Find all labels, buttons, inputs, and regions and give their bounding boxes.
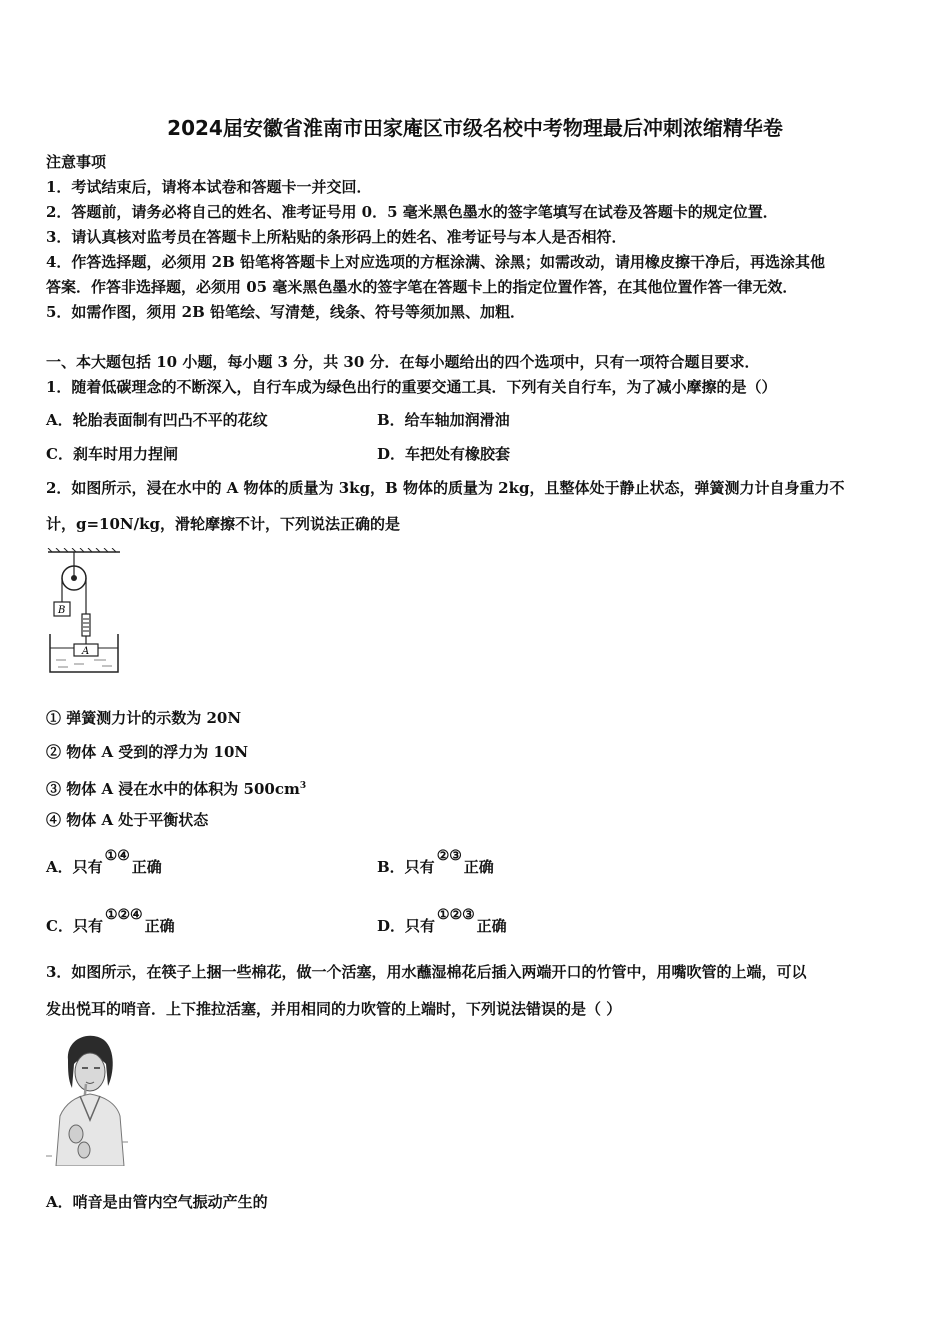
q3-stem-line1: 3．如图所示，在筷子上捆一些棉花，做一个活塞，用水蘸湿棉花后插入两端开口的竹管中，用嘴吹管的上端，可以 [46,963,807,981]
q2-statement-3 [46,776,306,799]
q2-option-c-prefix: C．只有 [46,917,103,935]
notice-item-4: 4．作答选择题，必须用 2B 铅笔将答题卡上对应选项的方框涂满、涂黑；如需改动，请用橡皮擦干净后，再选涂其他 [46,253,826,271]
q2-option-c-circled: ①②④ [104,907,143,923]
q2-option-d-circled: ①②③ [437,907,475,923]
q2-option-c-suffix: 正确 [144,917,175,935]
page-title: 2024届安徽省淮南市田家庵区市级名校中考物理最后冲刺浓缩精华卷 [167,116,783,140]
block-a-label: A [82,646,90,657]
q2-option-b [377,848,494,878]
notice-item-1: 1．考试结束后，请将本试卷和答题卡一并交回． [46,178,372,196]
q2-statement-1: ① 弹簧测力计的示数为 20N [46,709,242,727]
q2-statement-3-text: ③ 物体 A 浸在水中的体积为 500cm [46,780,300,798]
notice-item-3: 3．请认真核对监考员在答题卡上所粘贴的条形码上的姓名、准考证号与本人是否相符． [46,228,627,246]
notice-item-2: 2．答题前，请务必将自己的姓名、准考证号用 0．5 毫米黑色墨水的签字笔填写在试卷及答题卡的规定位置． [46,203,778,221]
q2-option-b-suffix: 正确 [463,858,494,876]
q2-option-a-suffix: 正确 [131,858,162,876]
q1-option-a: A．轮胎表面制有凹凸不平的花纹 [46,411,268,429]
q2-option-d [377,907,507,937]
notice-heading: 注意事项 [46,153,107,171]
q2-option-d-suffix: 正确 [476,917,507,935]
q2-stem-line1: 2．如图所示，浸在水中的 A 物体的质量为 3kg，B 物体的质量为 2kg，且整体处于静止状态，弹簧测力计自身重力不 [46,479,845,497]
q1-option-d: D．车把处有橡胶套 [377,445,511,463]
q2-option-a-circled: ①④ [104,848,130,864]
notice-item-4-cont: 答案．作答非选择题，必须用 05 毫米黑色墨水的签字笔在答题卡上的指定位置作答，在其他位置作答一律无效． [46,278,798,296]
q2-option-a [46,848,162,878]
q2-option-b-prefix: B．只有 [377,858,435,876]
q2-option-b-circled: ②③ [436,848,462,864]
pulley-figure [44,548,124,678]
q3-option-a: A．哨音是由管内空气振动产生的 [46,1193,268,1211]
q3-stem-line2: 发出悦耳的哨音．上下推拉活塞，并用相同的力吹管的上端时，下列说法错误的是（ ） [46,1000,622,1018]
q1-stem: 1．随着低碳理念的不断深入，自行车成为绿色出行的重要交通工具．下列有关自行车，为了减小摩擦的是（） [46,378,777,396]
q2-statement-3-sup: 3 [299,781,307,791]
notice-item-5: 5．如需作图，须用 2B 铅笔绘、写清楚，线条、符号等须加黑、加粗． [46,303,525,321]
q2-option-c [46,907,175,937]
q2-statement-4: ④ 物体 A 处于平衡状态 [46,811,209,829]
q1-option-b: B．给车轴加润滑油 [377,411,510,429]
block-b-label: B [58,605,66,616]
q2-statement-2: ② 物体 A 受到的浮力为 10N [46,743,249,761]
q2-option-a-prefix: A．只有 [46,858,103,876]
q2-stem-line2: 计，g=10N/kg，滑轮摩擦不计，下列说法正确的是 [46,515,401,533]
q1-option-c: C．刹车时用力捏闸 [46,445,178,463]
q2-option-d-prefix: D．只有 [377,917,436,935]
girl-blowing-whistle-photo [46,1030,128,1166]
section-heading: 一、本大题包括 10 小题，每小题 3 分，共 30 分．在每小题给出的四个选项中，只有一项符合题目要求． [46,353,760,371]
